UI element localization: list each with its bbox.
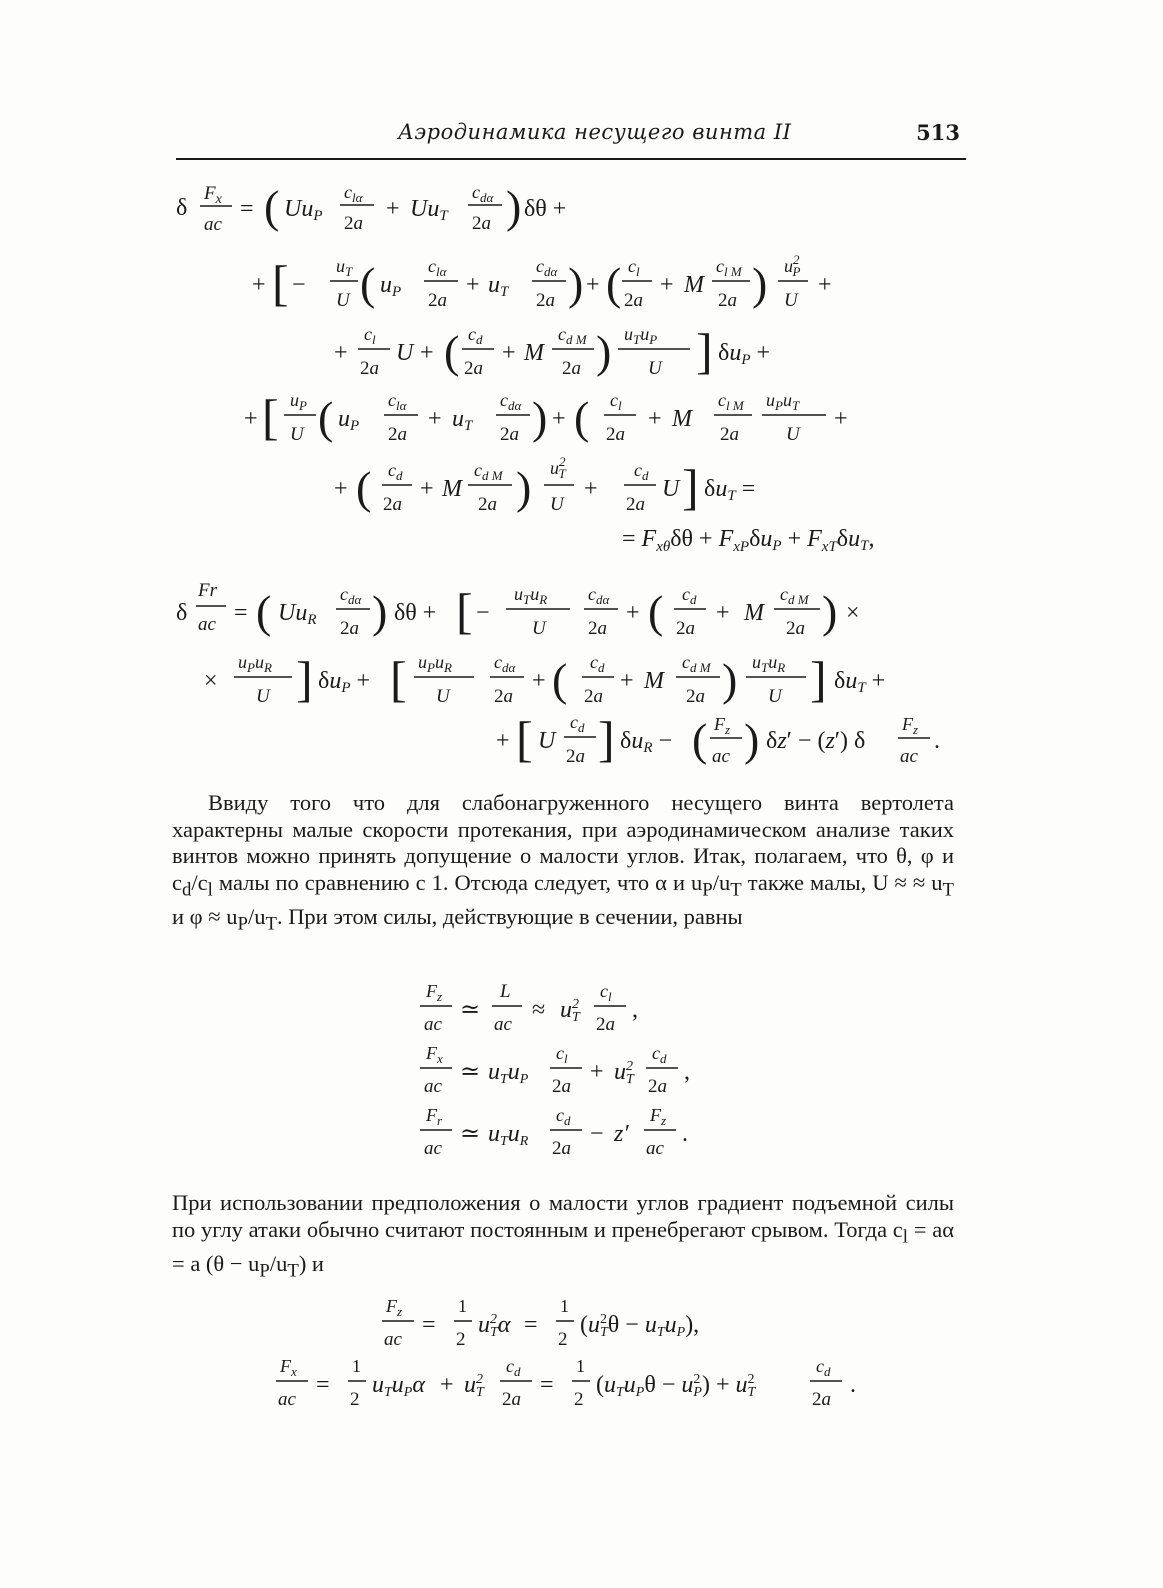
svg-text:ac: ac — [278, 1389, 296, 1410]
paragraph-2 — [172, 1190, 954, 1285]
svg-text:): ) — [372, 586, 388, 637]
svg-text:+: + — [620, 668, 634, 694]
svg-text:cl: $c_l$ — [556, 1043, 568, 1066]
svg-text:UuR: UuR — [278, 600, 317, 628]
svg-text:M: M — [524, 340, 544, 366]
svg-text:): ) — [822, 586, 838, 637]
svg-text:M: M — [672, 406, 692, 432]
svg-text:): ) — [752, 258, 768, 309]
svg-text:+: + — [244, 406, 258, 432]
svg-text:Fz: $F_z$ — [714, 714, 731, 737]
svg-text:uT: uT — [488, 272, 509, 300]
svg-text:U: U — [786, 424, 800, 445]
svg-text:(: ( — [606, 258, 622, 309]
svg-text:uP: uP — [380, 272, 402, 300]
svg-text:ac: ac — [494, 1014, 512, 1035]
svg-text:(: ( — [648, 586, 664, 637]
svg-text:UuT: UuT — [410, 196, 448, 224]
svg-text:×: × — [846, 600, 860, 626]
sub: P — [702, 879, 713, 900]
svg-text:cd: $c_d$ — [652, 1043, 667, 1066]
sub: T — [265, 913, 277, 934]
svg-text:u2P: $u^2$ P — [784, 252, 801, 279]
text-run: = aα = a (θ − u — [172, 1216, 954, 1276]
svg-text:u2Tα: $u^2$ Tα — [478, 1312, 511, 1340]
svg-text:+: + — [590, 1059, 604, 1085]
svg-text:ac: ac — [198, 614, 216, 635]
svg-text:.: . — [682, 1121, 688, 1147]
svg-text:clα: $c_{l\alpha}$ — [428, 256, 447, 279]
svg-text:cdα: $c_{d\alpha}$ — [500, 390, 522, 413]
svg-text:cl: $c_l$ — [600, 981, 612, 1004]
svg-text:,: , — [684, 1059, 690, 1085]
svg-text:2: 2 — [574, 1389, 584, 1410]
svg-text:cd: $c_d$ — [682, 584, 697, 607]
sub: T — [287, 1260, 299, 1281]
svg-text:]: ] — [682, 459, 699, 515]
svg-text:cd M: $c_{d M}$ — [682, 652, 711, 675]
equation-small-angle-forces — [0, 975, 1163, 1165]
svg-text:U: U — [784, 290, 798, 311]
equation-fx — [0, 168, 1163, 767]
svg-text:[: [ — [456, 583, 473, 639]
text-run: /c — [191, 869, 208, 895]
svg-text:u2T: $u^2$ T — [560, 997, 580, 1025]
svg-text:2a: 2a — [686, 686, 705, 707]
svg-text:2a: 2a — [786, 618, 805, 639]
svg-text:ac: ac — [646, 1138, 664, 1159]
svg-text:2a: 2a — [383, 494, 402, 515]
svg-text:+: + — [660, 272, 674, 298]
svg-text:2: 2 — [558, 1329, 568, 1350]
svg-text:≃: ≃ — [460, 1059, 481, 1085]
svg-text:2a: 2a — [718, 290, 737, 311]
svg-text:): ) — [532, 392, 548, 443]
svg-text:1: 1 — [560, 1296, 569, 1316]
svg-text:Fx: $F_x$ — [426, 1043, 443, 1066]
text-run: и φ ≈ u — [172, 903, 238, 929]
svg-text:δθ +: δθ + — [394, 600, 437, 626]
svg-text:2a: 2a — [472, 213, 491, 234]
svg-text:δ: δ — [176, 195, 188, 221]
svg-text:clα: $c_{l\alpha}$ — [388, 390, 407, 413]
svg-text:): ) — [506, 181, 522, 232]
svg-text:=: = — [240, 196, 254, 222]
svg-text:cl M: $c_{l M}$ — [718, 390, 744, 413]
svg-text:1: 1 — [458, 1296, 467, 1316]
svg-text:2a: 2a — [502, 1389, 521, 1410]
svg-text:+: + — [834, 406, 848, 432]
svg-text:uT: $u_T$ — [336, 256, 353, 279]
svg-text:2a: 2a — [500, 424, 519, 445]
svg-text:uP: $u_P$ — [290, 390, 307, 413]
svg-text:u2T: $u^2$ T — [550, 454, 566, 481]
svg-text:+: + — [420, 340, 434, 366]
svg-text:[: [ — [272, 255, 289, 311]
svg-text:U: U — [648, 358, 662, 379]
svg-text:uPuR: $u_Pu_R$ — [418, 652, 452, 675]
svg-text:): ) — [596, 326, 612, 377]
svg-text:2a: 2a — [562, 358, 581, 379]
svg-text:cd: $c_d$ — [388, 460, 403, 483]
svg-text:2: 2 — [350, 1389, 360, 1410]
svg-text:Fr: $F_r$ — [426, 1105, 443, 1128]
svg-text:.: . — [934, 728, 940, 754]
svg-text:δuP +: δuP + — [318, 668, 371, 696]
svg-text:ac: ac — [424, 1138, 442, 1159]
svg-text:M: M — [744, 600, 764, 626]
svg-text:u2T: $u^2$ T — [464, 1372, 484, 1400]
svg-text:+: + — [386, 196, 400, 222]
svg-text:2a: 2a — [624, 290, 643, 311]
svg-text:(: ( — [318, 392, 334, 443]
svg-text:cl: $c_l$ — [364, 324, 376, 347]
svg-text:U: U — [538, 728, 556, 754]
svg-text:2a: 2a — [812, 1389, 831, 1410]
text-run: также малы, U ≈ ≈ u — [741, 869, 943, 895]
svg-text:Fz: $F_z$ — [902, 714, 919, 737]
svg-text:+: + — [552, 406, 566, 432]
svg-text:1: 1 — [352, 1356, 361, 1376]
svg-text:+: + — [334, 340, 348, 366]
paragraph-1-text: Ввиду того что для слабонагруженного несущего винта вертолета характерны малые скорости протекания, при аэродинамическом анализе таких винтов можно принять допущение о малости углов. Итак, полагаем, что θ, φ и c — [172, 790, 954, 895]
equation-fr-tail — [0, 700, 1163, 780]
svg-text:U: U — [336, 290, 350, 311]
sub: P — [259, 1260, 270, 1281]
svg-text:cdα: $c_{d\alpha}$ — [588, 584, 610, 607]
svg-text:cd: $c_d$ — [634, 460, 649, 483]
svg-text:(: ( — [264, 181, 280, 232]
svg-text:×: × — [204, 668, 218, 694]
svg-text:ac: ac — [424, 1014, 442, 1035]
text-run: ) и — [298, 1250, 324, 1276]
svg-text:cl: $c_l$ — [628, 256, 640, 279]
svg-text:−: − — [476, 600, 490, 626]
svg-text:U: U — [256, 686, 270, 707]
svg-text:+: + — [334, 476, 348, 502]
svg-text:+: + — [440, 1372, 454, 1398]
svg-text:ac: ac — [424, 1076, 442, 1097]
svg-text:+: + — [428, 406, 442, 432]
svg-text:cd M: $c_{d M}$ — [474, 460, 503, 483]
svg-text:M: M — [684, 272, 704, 298]
svg-text:uPuR: $u_Pu_R$ — [238, 652, 272, 675]
svg-text:z′: z′ — [614, 1121, 629, 1147]
svg-text:+: + — [716, 600, 730, 626]
svg-text:cd: $c_d$ — [590, 652, 605, 675]
svg-text:+: + — [586, 272, 600, 298]
svg-text:1: 1 — [576, 1356, 585, 1376]
svg-text:+: + — [252, 272, 266, 298]
svg-text:): ) — [744, 714, 760, 765]
svg-text:2a: 2a — [584, 686, 603, 707]
svg-text:Fr: Fr — [198, 580, 217, 601]
sub: d — [182, 879, 192, 900]
svg-text:cd: $c_d$ — [506, 1356, 521, 1379]
svg-text:U: U — [436, 686, 450, 707]
svg-text:uTuPα: uTuPα — [372, 1372, 425, 1400]
svg-text:M: M — [442, 476, 462, 502]
svg-text:U: U — [662, 476, 680, 502]
svg-text:cl: $c_l$ — [610, 390, 622, 413]
svg-text:): ) — [568, 258, 584, 309]
svg-text:clα: $c_{l\alpha}$ — [344, 182, 363, 205]
svg-text:]: ] — [810, 651, 827, 707]
svg-text:[: [ — [390, 651, 407, 707]
svg-text:uTuR: $u_Tu_R$ — [514, 584, 548, 607]
paragraph-2-text: При использовании предположения о малости углов градиент подъемной силы по углу атаки обычно считают постоянным и пренебрегают срывом. Тогда c — [172, 1190, 954, 1242]
svg-text:Fz: $F_z$ — [426, 981, 443, 1004]
svg-text:+: + — [532, 668, 546, 694]
svg-text:2a: 2a — [626, 494, 645, 515]
svg-text:U: U — [396, 340, 414, 366]
svg-text:(: ( — [552, 654, 568, 705]
svg-text:2: 2 — [456, 1329, 466, 1350]
svg-text:δuT =: δuT = — [704, 476, 756, 504]
svg-text:(: ( — [256, 586, 272, 637]
svg-text:+: + — [466, 272, 480, 298]
sub: T — [942, 879, 955, 900]
svg-text:cd M: $c_{d M}$ — [558, 324, 587, 347]
paragraph-1 — [172, 790, 954, 938]
text-run: /u — [247, 903, 266, 929]
svg-text:uP: uP — [338, 406, 360, 434]
svg-text:UuP: UuP — [284, 196, 323, 224]
svg-text:=: = — [422, 1312, 436, 1338]
page-number: 513 — [916, 120, 960, 145]
svg-text:cd: $c_d$ — [570, 712, 585, 735]
svg-text:uT: uT — [452, 406, 473, 434]
svg-text:+: + — [496, 728, 510, 754]
svg-text:2a: 2a — [340, 618, 359, 639]
svg-text:(: ( — [574, 392, 590, 443]
svg-text:δuP +: δuP + — [718, 340, 771, 368]
svg-text:δ: δ — [176, 600, 188, 626]
svg-text:]: ] — [598, 711, 615, 767]
svg-text:+: + — [818, 272, 832, 298]
svg-text:,: , — [632, 997, 638, 1023]
svg-text:−: − — [590, 1121, 604, 1147]
svg-text:uTuR: uTuR — [488, 1121, 529, 1149]
sub: T — [730, 879, 742, 900]
running-header — [176, 118, 966, 160]
svg-text:Fx: $F_x$ — [204, 183, 222, 207]
svg-text:δuT +: δuT + — [834, 668, 886, 696]
svg-text:U: U — [768, 686, 782, 707]
sub: P — [237, 913, 248, 934]
svg-text:+: + — [626, 600, 640, 626]
svg-text:=: = — [316, 1372, 330, 1398]
svg-text:cd M: $c_{d M}$ — [780, 584, 809, 607]
svg-text:2a: 2a — [388, 424, 407, 445]
svg-text:2a: 2a — [478, 494, 497, 515]
svg-text:2a: 2a — [588, 618, 607, 639]
svg-text:.: . — [850, 1372, 856, 1398]
svg-text:2a: 2a — [552, 1138, 571, 1159]
svg-text:M: M — [644, 668, 664, 694]
svg-text:]: ] — [296, 651, 313, 707]
svg-text:cdα: $c_{d\alpha}$ — [340, 584, 362, 607]
svg-text:ac: ac — [712, 746, 730, 767]
svg-text:2a: 2a — [344, 213, 363, 234]
svg-text:ac: ac — [384, 1329, 402, 1350]
svg-text:cdα: $c_{d\alpha}$ — [494, 652, 516, 675]
svg-text:= Fxθδθ + FxPδuP + FxTδuT,: = $F_{x\theta}\delta\theta + F_{xP}\delta uP + F_{xT}\delta uT$, — [622, 526, 875, 555]
text-run: . При этом силы, действующие в сечении, равны — [276, 903, 743, 929]
text-run: /u — [712, 869, 731, 895]
svg-text:uTuP: uTuP — [488, 1059, 529, 1087]
running-title: Аэродинамика несущего винта II — [398, 120, 792, 144]
svg-text:(: ( — [360, 258, 376, 309]
svg-text:+: + — [648, 406, 662, 432]
svg-text:uTuR: $u_Tu_R$ — [752, 652, 786, 675]
svg-text:[: [ — [516, 711, 533, 767]
equation-final — [0, 1290, 1163, 1420]
svg-text:): ) — [516, 462, 532, 513]
svg-text:≃: ≃ — [460, 997, 481, 1023]
svg-text:Fz: $F_z$ — [650, 1105, 667, 1128]
svg-text:(: ( — [356, 462, 372, 513]
svg-text:+: + — [420, 476, 434, 502]
svg-text:(: ( — [444, 326, 460, 377]
svg-text:): ) — [722, 654, 738, 705]
svg-text:cdα: $c_{d\alpha}$ — [472, 182, 494, 205]
svg-text:cl M: $c_{l M}$ — [716, 256, 742, 279]
svg-text:cd: $c_d$ — [468, 324, 483, 347]
svg-text:δuR −: δuR − — [620, 728, 673, 756]
svg-text:(u2Tθ − uTuP),: ($u^2$ Tθ − uTuP), — [580, 1312, 700, 1340]
svg-text:+: + — [584, 476, 598, 502]
svg-text:uPuT: $u_Pu_T$ — [766, 390, 800, 413]
svg-text:=: = — [234, 600, 248, 626]
svg-text:δθ +: δθ + — [524, 196, 567, 222]
svg-text:Fz: $F_z$ — [386, 1296, 403, 1319]
svg-text:2a: 2a — [428, 290, 447, 311]
svg-text:2a: 2a — [494, 686, 513, 707]
svg-text:Fx: $F_x$ — [280, 1356, 297, 1379]
svg-text:=: = — [540, 1372, 554, 1398]
sub: l — [207, 879, 213, 900]
text-run: малы по сравнению с 1. Отсюда следует, что α и u — [212, 869, 703, 895]
svg-text:≃: ≃ — [460, 1121, 481, 1147]
svg-text:]: ] — [696, 323, 713, 379]
svg-text:2a: 2a — [596, 1014, 615, 1035]
svg-text:U: U — [532, 618, 546, 639]
svg-text:U: U — [290, 424, 304, 445]
svg-text:2a: 2a — [464, 358, 483, 379]
svg-text:U: U — [550, 494, 564, 515]
svg-text:2a: 2a — [648, 1076, 667, 1097]
svg-text:ac: ac — [204, 214, 222, 235]
svg-text:+: + — [502, 340, 516, 366]
svg-text:u2T: $u^2$ T — [614, 1059, 634, 1087]
sub: l — [902, 1226, 909, 1247]
svg-text:≈: ≈ — [532, 997, 546, 1023]
svg-text:2a: 2a — [676, 618, 695, 639]
svg-text:(uTuPθ − u2P) + u2T: (uTuPθ − $u^2$ $P) + u^2$ T — [596, 1372, 756, 1400]
svg-text:2a: 2a — [606, 424, 625, 445]
svg-text:cd: $c_d$ — [816, 1356, 831, 1379]
svg-text:[: [ — [262, 389, 279, 445]
svg-text:δz′ − (z′) δ: δz′ − (z′) δ — [766, 728, 866, 754]
svg-text:2a: 2a — [566, 746, 585, 767]
svg-text:−: − — [292, 272, 306, 298]
svg-text:2a: 2a — [536, 290, 555, 311]
svg-text:cd: $c_d$ — [556, 1105, 571, 1128]
svg-text:2a: 2a — [552, 1076, 571, 1097]
svg-text:cdα: $c_{d\alpha}$ — [536, 256, 558, 279]
svg-text:L: L — [500, 981, 511, 1002]
svg-text:2a: 2a — [360, 358, 379, 379]
svg-text:uTuP: $u_Tu_P$ — [624, 324, 658, 347]
svg-text:2a: 2a — [720, 424, 739, 445]
svg-text:=: = — [524, 1312, 538, 1338]
text-run: /u — [269, 1250, 288, 1276]
svg-text:ac: ac — [900, 746, 918, 767]
svg-text:(: ( — [692, 714, 708, 765]
